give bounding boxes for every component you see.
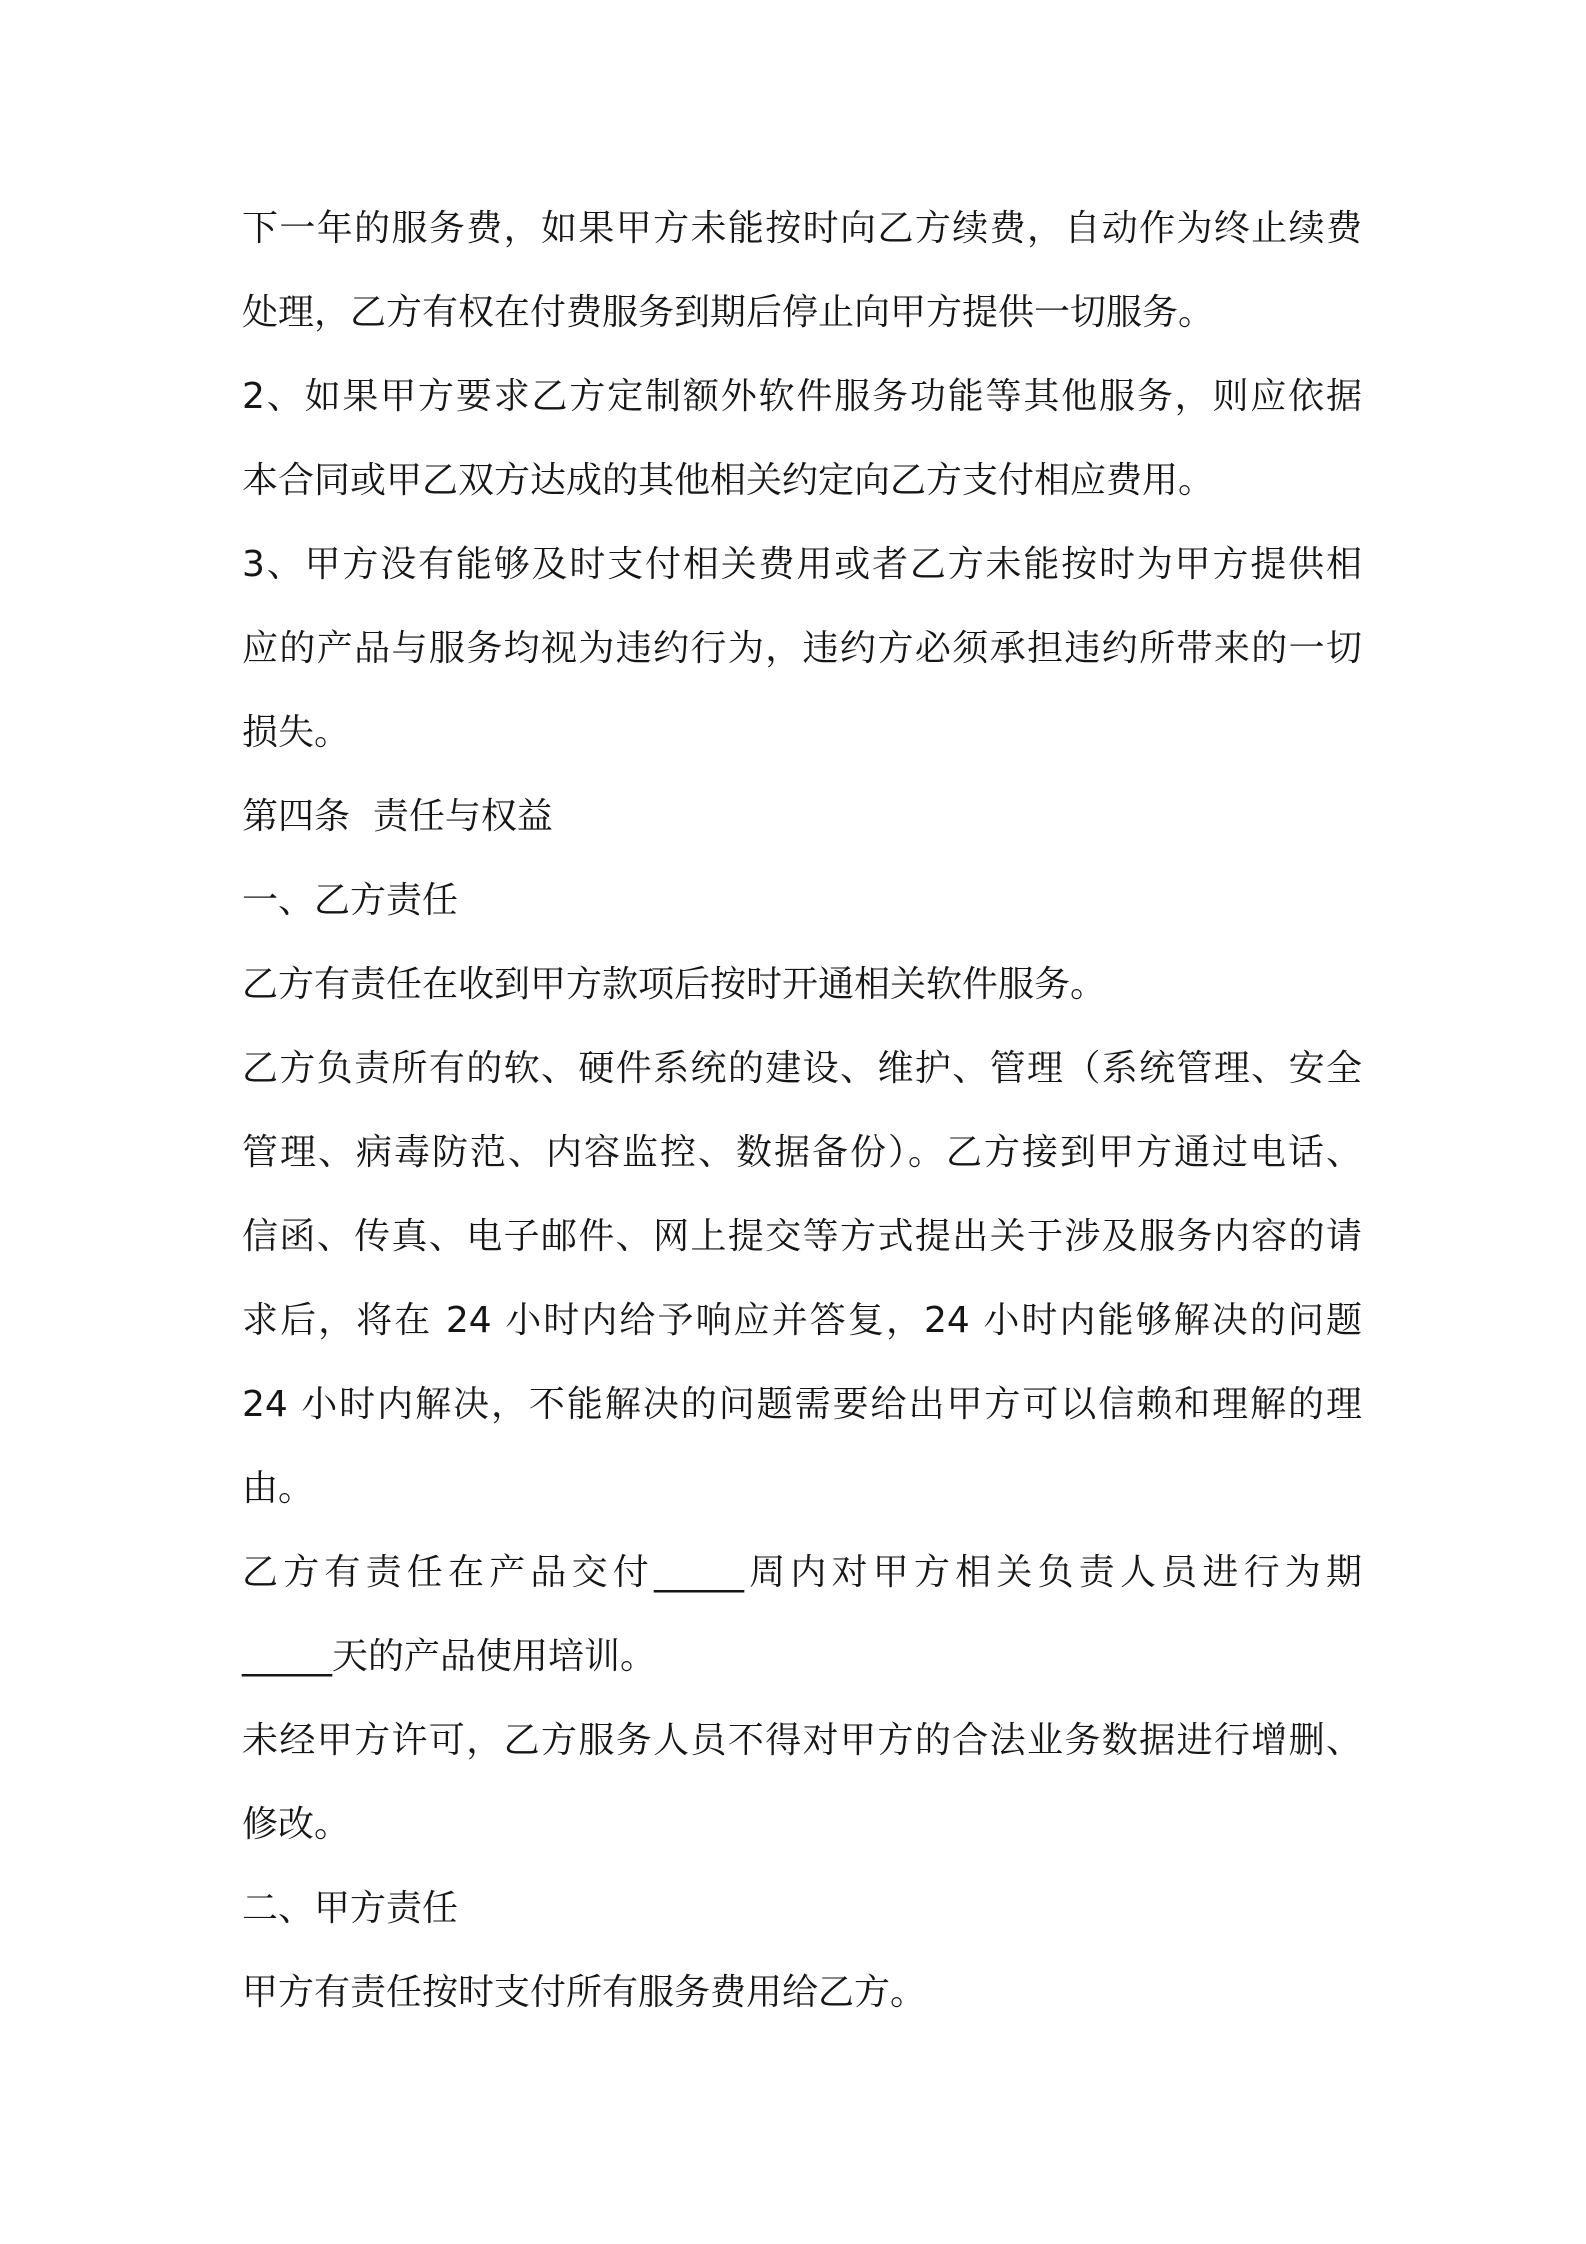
paragraph-line: 本合同或甲乙双方达成的其他相关约定向乙方支付相应费用。 — [242, 460, 1215, 501]
document-body — [242, 197, 1362, 2045]
paragraph-line: 信函、传真、电子邮件、网上提交等方式提出关于涉及服务内容的请 — [242, 1216, 1362, 1257]
paragraph-line: 24 小时内解决，不能解决的问题需要给出甲方可以信赖和理解的理 — [242, 1384, 1362, 1425]
paragraph-line: 3、甲方没有能够及时支付相关费用或者乙方未能按时为甲方提供相 — [242, 544, 1362, 585]
section-heading: 一、乙方责任 — [242, 880, 459, 921]
paragraph-line: 由。 — [242, 1468, 315, 1509]
paragraph-line: 乙方负责所有的软、硬件系统的建设、维护、管理（系统管理、安全 — [242, 1048, 1362, 1089]
paragraph-line: 甲方有责任按时支付所有服务费用给乙方。 — [242, 1972, 927, 2013]
paragraph-line: 下一年的服务费，如果甲方未能按时向乙方续费，自动作为终止续费 — [242, 208, 1362, 249]
paragraph-line: 2、如果甲方要求乙方定制额外软件服务功能等其他服务，则应依据 — [242, 376, 1362, 417]
paragraph-line: 损失。 — [242, 712, 351, 753]
article-heading: 第四条 责任与权益 — [242, 796, 553, 837]
paragraph-line: 乙方有责任在收到甲方款项后按时开通相关软件服务。 — [242, 964, 1107, 1005]
paragraph-line: 应的产品与服务均视为违约行为，违约方必须承担违约所带来的一切 — [242, 628, 1362, 669]
paragraph-line: 管理、病毒防范、内容监控、数据备份）。乙方接到甲方通过电话、 — [242, 1132, 1362, 1173]
paragraph-line: 未经甲方许可，乙方服务人员不得对甲方的合法业务数据进行增删、 — [242, 1720, 1362, 1761]
paragraph-line: 求后，将在 24 小时内给予响应并答复，24 小时内能够解决的问题 — [242, 1300, 1362, 1341]
paragraph-line: 修改。 — [242, 1804, 351, 1845]
paragraph-line: _____天的产品使用培训。 — [242, 1636, 657, 1677]
paragraph-line: 乙方有责任在产品交付_____周内对甲方相关负责人员进行为期 — [242, 1552, 1362, 1593]
section-heading: 二、甲方责任 — [242, 1888, 459, 1929]
paragraph-line: 处理，乙方有权在付费服务到期后停止向甲方提供一切服务。 — [242, 292, 1215, 333]
